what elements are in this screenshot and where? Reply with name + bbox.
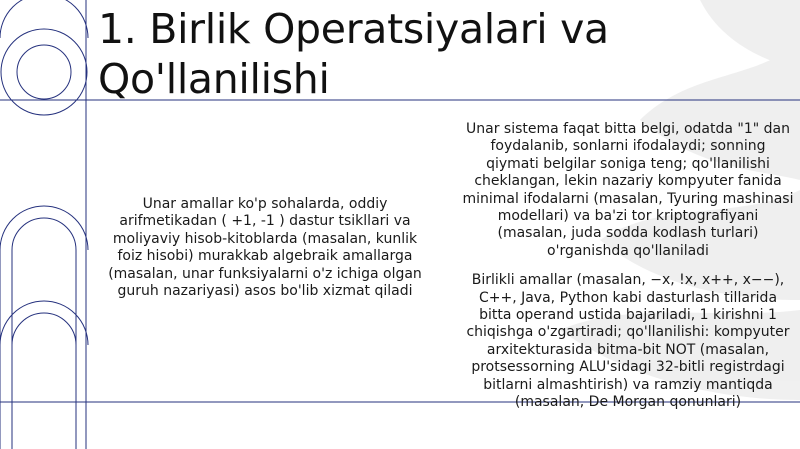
middle-arch-outer	[0, 206, 88, 250]
lower-arch-outer	[0, 301, 88, 345]
right-paragraph-unary-operations: Birlikli amallar (masalan, −x, !x, x++, x−−), C++, Java, Python kabi dasturlash tillarida bitta operand ustida bajariladi, 1 kirishni 1 chiqishga o'zgartiradi; qo'llanilishi: kompyuter arxitekturasida bitma-bit NOT (masalan, protsessorning ALU'sidagi 32-bitli registrdagi bitlarni almashtirish) va ramziy mantiqda (masalan, De Morgan qonunlari)	[466, 272, 790, 411]
right-paragraph-unary-system: Unar sistema faqat bitta belgi, odatda "1" dan foydalanib, sonlarni ifodalaydi; sonning qiymati belgilar soniga teng; qo'llanilishi cheklangan, lekin nazariy kompyuter fanida minimal ifodalarni (masalan, Tyuring mashinasi modellari) va ba'zi tor kriptografiyani (masalan, juda sodda kodlash turlari) o'rganishda qo'llaniladi	[462, 121, 794, 259]
top-arch	[0, 0, 88, 38]
middle-arch-inner	[12, 218, 76, 250]
slide-title: 1. Birlik Operatsiyalari va Qo'llanilishi	[98, 5, 609, 103]
lower-arch-inner	[12, 313, 76, 345]
top-inner-circle	[17, 45, 71, 99]
top-outer-circle	[1, 29, 87, 115]
left-paragraph: Unar amallar ko'p sohalarda, oddiy arifmetikadan ( +1, -1 ) dastur tsikllari va moliyaviy hisob-kitoblarda (masalan, kunlik foiz hisobi) murakkab algebraik amallarga (masalan, unar funksiyalarni o'z ichiga olgan guruh nazariyasi) asos bo'lib xizmat qiladi	[108, 196, 422, 300]
right-column	[462, 121, 794, 412]
